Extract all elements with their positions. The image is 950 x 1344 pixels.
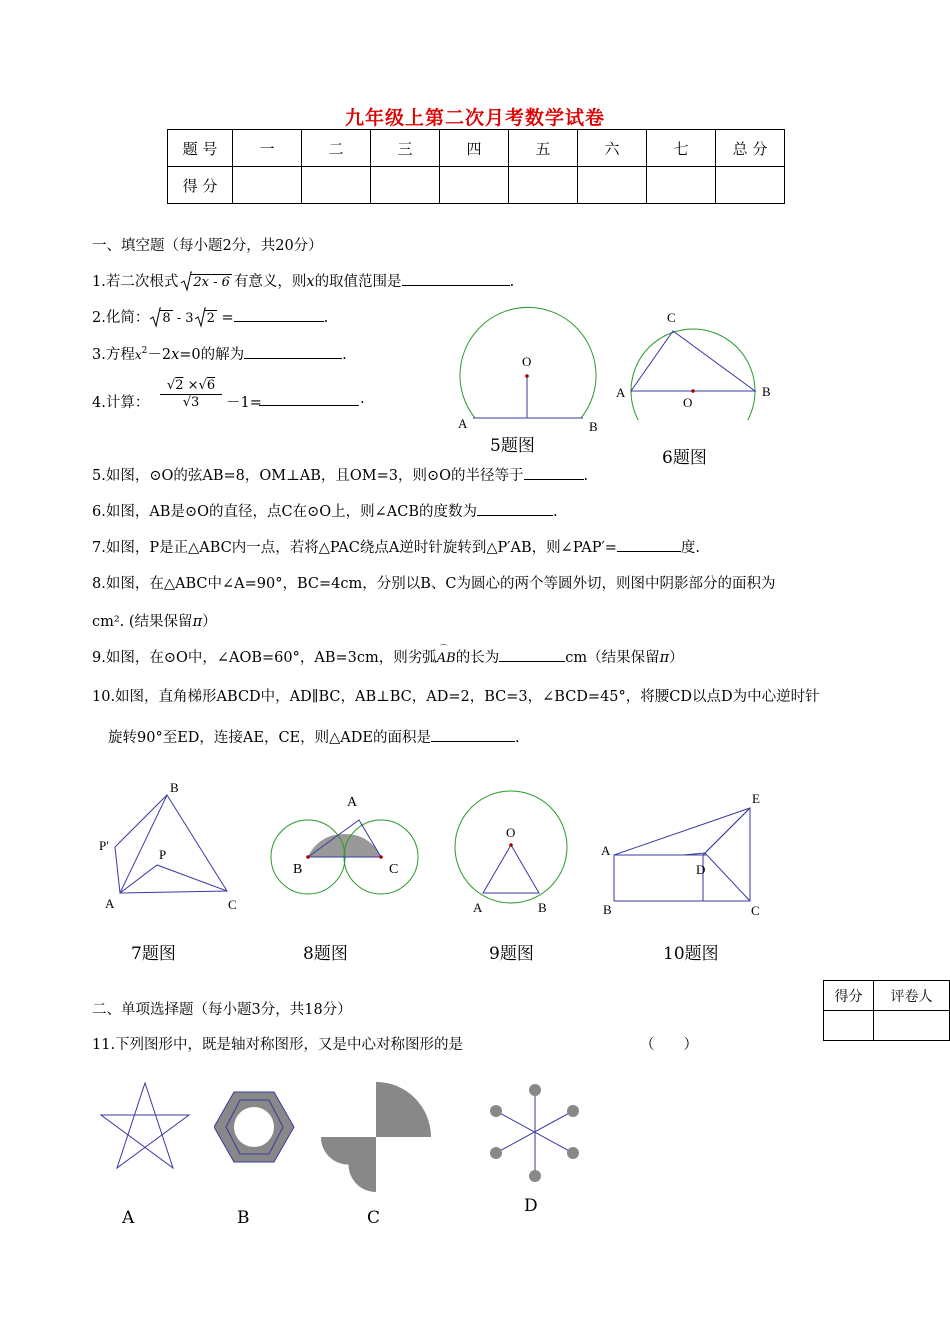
section2-header: 二、单项选择题（每小题3分，共18分） xyxy=(92,1002,352,1018)
grader-name-label: 评卷人 xyxy=(874,981,950,1011)
label-B: B xyxy=(603,902,612,917)
question-10: 10.如图，直角梯形ABCD中，AD∥BC，AB⊥BC，AD=2，BC=3，∠BCD=45°，将腰CD以点D为中心逆时针 xyxy=(92,689,820,705)
answer-blank-7[interactable] xyxy=(617,537,681,552)
figure-9 xyxy=(450,785,585,925)
answer-blank-3[interactable] xyxy=(244,344,342,359)
figure-6 xyxy=(610,305,785,420)
figure-6-caption: 6题图 xyxy=(662,448,707,468)
label-A: A xyxy=(601,843,611,858)
option-c-blades xyxy=(317,1082,435,1194)
option-a-label[interactable]: A xyxy=(122,1208,135,1228)
grader-score-label: 得分 xyxy=(824,981,874,1011)
answer-paren-11[interactable]: （ ） xyxy=(640,1037,698,1053)
label-O: O xyxy=(522,354,532,369)
answer-blank-10[interactable] xyxy=(431,727,515,742)
grader-score-cell[interactable] xyxy=(824,1011,874,1041)
question-3: 3.方程$x^2-2x=0$的解为 . xyxy=(92,343,347,364)
score-cell[interactable] xyxy=(233,167,302,204)
score-header-cell: 题 号 xyxy=(168,130,233,167)
score-row-label: 得 分 xyxy=(168,167,233,204)
score-cell[interactable] xyxy=(578,167,647,204)
label-P-prime: P′ xyxy=(99,838,110,853)
option-b-label[interactable]: B xyxy=(237,1208,250,1228)
score-cell[interactable] xyxy=(716,167,785,204)
label-A: A xyxy=(458,416,468,431)
option-d-snowflake xyxy=(485,1080,585,1192)
score-header-cell: 七 xyxy=(647,130,716,167)
option-c-label[interactable]: C xyxy=(367,1208,381,1228)
figure-10 xyxy=(595,785,775,925)
figure-7 xyxy=(95,775,250,915)
label-O: O xyxy=(506,825,516,840)
question-1: 1.若二次根式 2x - 6 有意义，则x的取值范围是 . xyxy=(92,270,514,291)
section1-header: 一、填空题（每小题2分，共20分） xyxy=(92,238,323,254)
score-header-cell: 总 分 xyxy=(716,130,785,167)
label-E: E xyxy=(752,791,760,806)
label-C: C xyxy=(389,862,399,877)
label-D: D xyxy=(696,862,706,877)
figure-10-caption: 10题图 xyxy=(663,944,719,964)
label-A: A xyxy=(105,896,115,911)
question-2: 2.化简： 8 - 3 2 = . xyxy=(92,306,328,327)
figure-5-caption: 5题图 xyxy=(490,436,535,456)
question-8: 8.如图，在△ABC中∠A=90°，BC=4cm，分别以B、C为圆心的两个等圆外切，则图中阴影部分的面积为 xyxy=(92,576,776,592)
figure-8-caption: 8题图 xyxy=(303,944,348,964)
score-header-cell: 四 xyxy=(440,130,509,167)
grader-box xyxy=(823,980,950,1041)
score-cell[interactable] xyxy=(371,167,440,204)
label-C: C xyxy=(228,897,237,912)
label-O: O xyxy=(683,395,693,410)
figure-8 xyxy=(260,790,440,905)
score-header-cell: 二 xyxy=(302,130,371,167)
score-cell[interactable] xyxy=(302,167,371,204)
label-B: B xyxy=(170,780,179,795)
label-C: C xyxy=(751,903,760,918)
score-cell[interactable] xyxy=(509,167,578,204)
score-cell[interactable] xyxy=(647,167,716,204)
label-B: B xyxy=(293,862,303,877)
label-B: B xyxy=(762,384,771,399)
answer-blank-1[interactable] xyxy=(402,271,510,286)
label-C: C xyxy=(667,310,676,325)
question-8-cont: cm². (结果保留π） xyxy=(92,614,217,630)
label-B: B xyxy=(538,900,547,915)
score-header-cell: 三 xyxy=(371,130,440,167)
answer-blank-5[interactable] xyxy=(524,465,584,480)
score-cell[interactable] xyxy=(440,167,509,204)
question-9: 9.如图，在⊙O中，∠AOB=60°，AB=3cm，则劣弧 ⌒ AB的长为 cm（结果保留π） xyxy=(92,644,684,666)
answer-blank-9[interactable] xyxy=(499,647,565,662)
score-table xyxy=(167,129,785,204)
score-header-cell: 六 xyxy=(578,130,647,167)
option-b-hexagon xyxy=(214,1087,296,1167)
page-title: 九年级上第二次月考数学试卷 xyxy=(344,107,605,129)
score-header-cell: 五 xyxy=(509,130,578,167)
option-d-label[interactable]: D xyxy=(524,1196,538,1216)
label-A: A xyxy=(347,795,358,810)
question-11: 11.下列图形中，既是轴对称图形，又是中心对称图形的是 xyxy=(92,1037,464,1053)
label-B: B xyxy=(589,419,598,434)
label-A: A xyxy=(616,385,626,400)
grader-name-cell[interactable] xyxy=(874,1011,950,1041)
option-a-star xyxy=(98,1080,193,1175)
question-6: 6.如图，AB是⊙O的直径，点C在⊙O上，则∠ACB的度数为 . xyxy=(92,500,558,521)
figure-9-caption: 9题图 xyxy=(489,944,534,964)
question-5: 5.如图，⊙O的弦AB=8，OM⊥AB，且OM=3，则⊙O的半径等于 . xyxy=(92,464,588,485)
question-10-cont: 旋转90°至ED，连接AE，CE，则△ADE的面积是 . xyxy=(108,726,520,747)
figure-7-caption: 7题图 xyxy=(131,944,176,964)
label-P: P xyxy=(159,847,167,862)
score-header-cell: 一 xyxy=(233,130,302,167)
answer-blank-2[interactable] xyxy=(234,307,324,322)
question-7: 7.如图，P是正△ABC内一点，若将△PAC绕点A逆时针旋转到△P′AB，则∠PAP′= 度. xyxy=(92,536,700,557)
answer-blank-4[interactable] xyxy=(259,391,359,406)
answer-blank-6[interactable] xyxy=(477,501,553,516)
label-A: A xyxy=(473,900,483,915)
